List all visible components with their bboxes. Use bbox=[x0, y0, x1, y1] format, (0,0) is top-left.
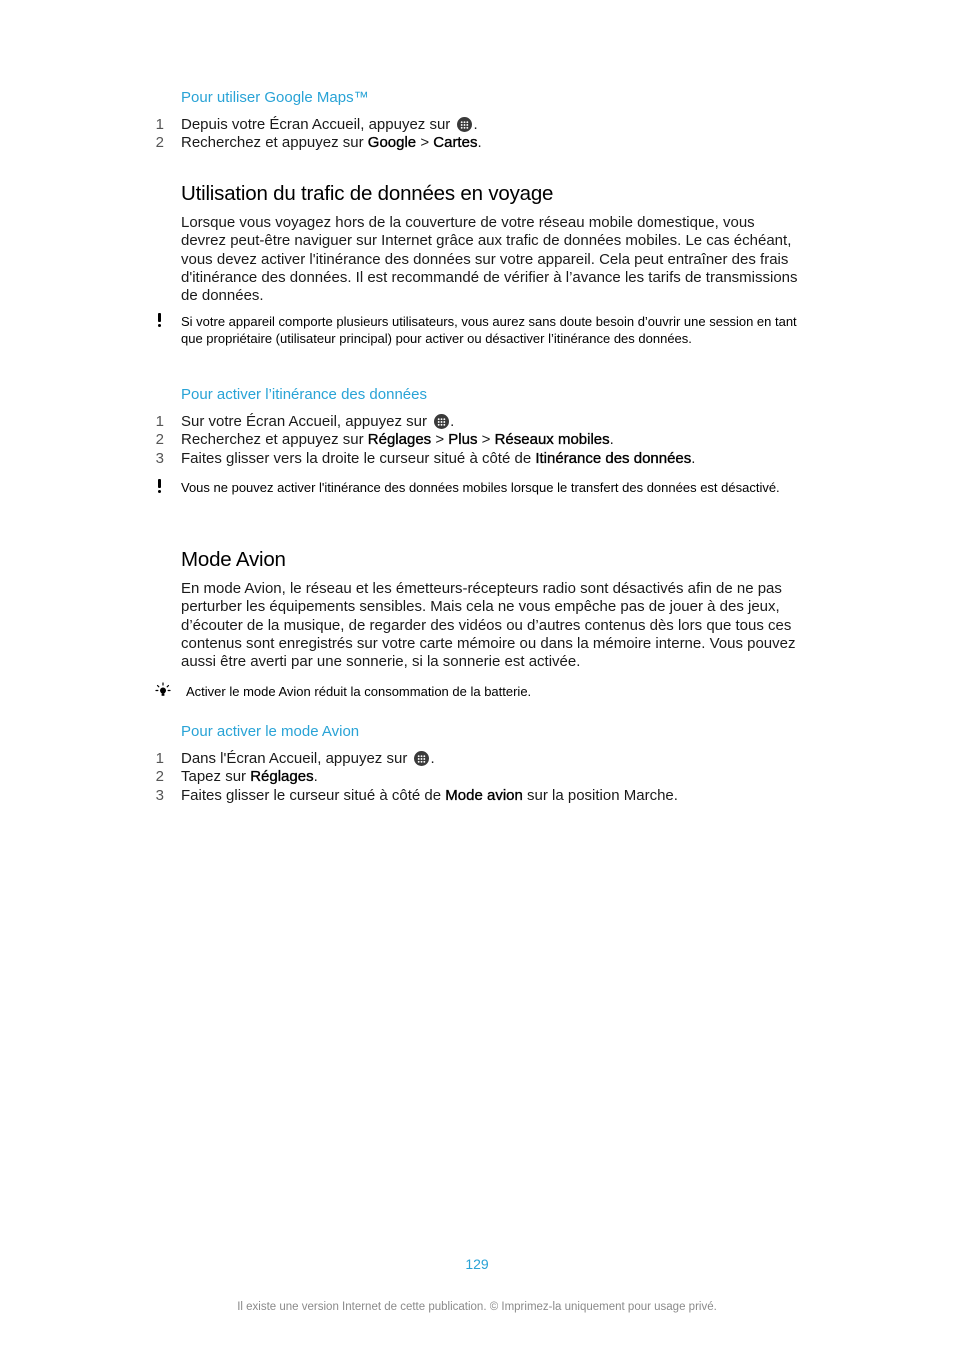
note-roaming-disabled: Vous ne pouvez activer l'itinérance des données mobiles lorsque le transfert des données est désactivé. bbox=[181, 480, 780, 495]
step-text: Tapez sur Réglages. bbox=[181, 768, 318, 785]
step-item bbox=[150, 450, 810, 468]
step-text: Recherchez et appuyez sur Google > Cartes. bbox=[181, 134, 482, 151]
step-item bbox=[150, 134, 810, 152]
section-heading-roaming: Utilisation du trafic de données en voyage bbox=[181, 182, 554, 205]
subheading-activate-roaming: Pour activer l’itinérance des données bbox=[181, 386, 427, 403]
page-number: 129 bbox=[465, 1256, 489, 1272]
section-heading-airplane: Mode Avion bbox=[181, 548, 286, 571]
step-number: 1 bbox=[155, 116, 164, 133]
step-number: 2 bbox=[155, 768, 164, 785]
step-text: Recherchez et appuyez sur Réglages > Plus > Réseaux mobiles. bbox=[181, 431, 614, 448]
note-multi-user: Si votre appareil comporte plusieurs utilisateurs, vous aurez sans doute besoin d’ouvrir une session en tant que propriétaire (utilisateur principal) pour activer ou désactiver l’itinérance des données. bbox=[181, 314, 797, 346]
subheading-google-maps: Pour utiliser Google Maps™ bbox=[181, 89, 369, 106]
step-text: Faites glisser le curseur situé à côté de Mode avion sur la position Marche. bbox=[181, 787, 678, 804]
subheading-activate-airplane: Pour activer le mode Avion bbox=[181, 723, 360, 740]
app-grid-icon bbox=[414, 751, 429, 766]
step-number: 2 bbox=[155, 134, 164, 151]
app-grid-icon bbox=[457, 117, 472, 132]
step-number: 2 bbox=[155, 431, 164, 448]
step-number: 3 bbox=[155, 450, 164, 467]
lightbulb-icon bbox=[155, 682, 171, 698]
step-item bbox=[150, 116, 810, 134]
paragraph-roaming: Lorsque vous voyagez hors de la couverture de votre réseau mobile domestique, vous devrez peut-être naviguer sur Internet grâce aux trafic de données mobiles. Le cas échéant, vous devez activer l'itinérance des données sur votre appareil. Cela peut entraîner des frais d'itinérance des données. Il est recommandé de vérifier à l’avance les tarifs de transmissions de données. bbox=[181, 214, 798, 305]
step-number: 3 bbox=[155, 787, 164, 804]
step-item bbox=[150, 768, 810, 786]
footer-notice: Il existe une version Internet de cette publication. © Imprimez-la uniquement pour usage privé. bbox=[237, 1301, 717, 1313]
step-number: 1 bbox=[155, 750, 164, 767]
step-item bbox=[150, 787, 810, 805]
tip-battery: Activer le mode Avion réduit la consommation de la batterie. bbox=[186, 684, 532, 699]
paragraph-airplane: En mode Avion, le réseau et les émetteurs-récepteurs radio sont désactivés afin de ne pas perturber les équipements sensibles. Mais cela ne vous empêche pas de jouer à des jeux, d’écouter de la musique, de regarder des vidéos ou d’autres contenus dès lors que tous ces contenus sont enregistrés sur votre carte mémoire ou dans la mémoire interne. Vous pouvez aussi être averti par une sonnerie, si la sonnerie est activée. bbox=[181, 580, 796, 671]
step-item bbox=[150, 431, 810, 449]
step-text: Sur votre Écran Accueil, appuyez sur . bbox=[181, 413, 455, 430]
step-text: Dans l'Écran Accueil, appuyez sur . bbox=[181, 750, 435, 767]
exclamation-icon bbox=[156, 312, 164, 330]
step-item bbox=[150, 750, 810, 768]
step-number: 1 bbox=[155, 413, 164, 430]
step-text: Depuis votre Écran Accueil, appuyez sur . bbox=[181, 116, 478, 133]
step-item bbox=[150, 413, 810, 431]
step-text: Faites glisser vers la droite le curseur situé à côté de Itinérance des données. bbox=[181, 450, 696, 467]
app-grid-icon bbox=[434, 414, 449, 429]
exclamation-icon bbox=[156, 478, 164, 496]
